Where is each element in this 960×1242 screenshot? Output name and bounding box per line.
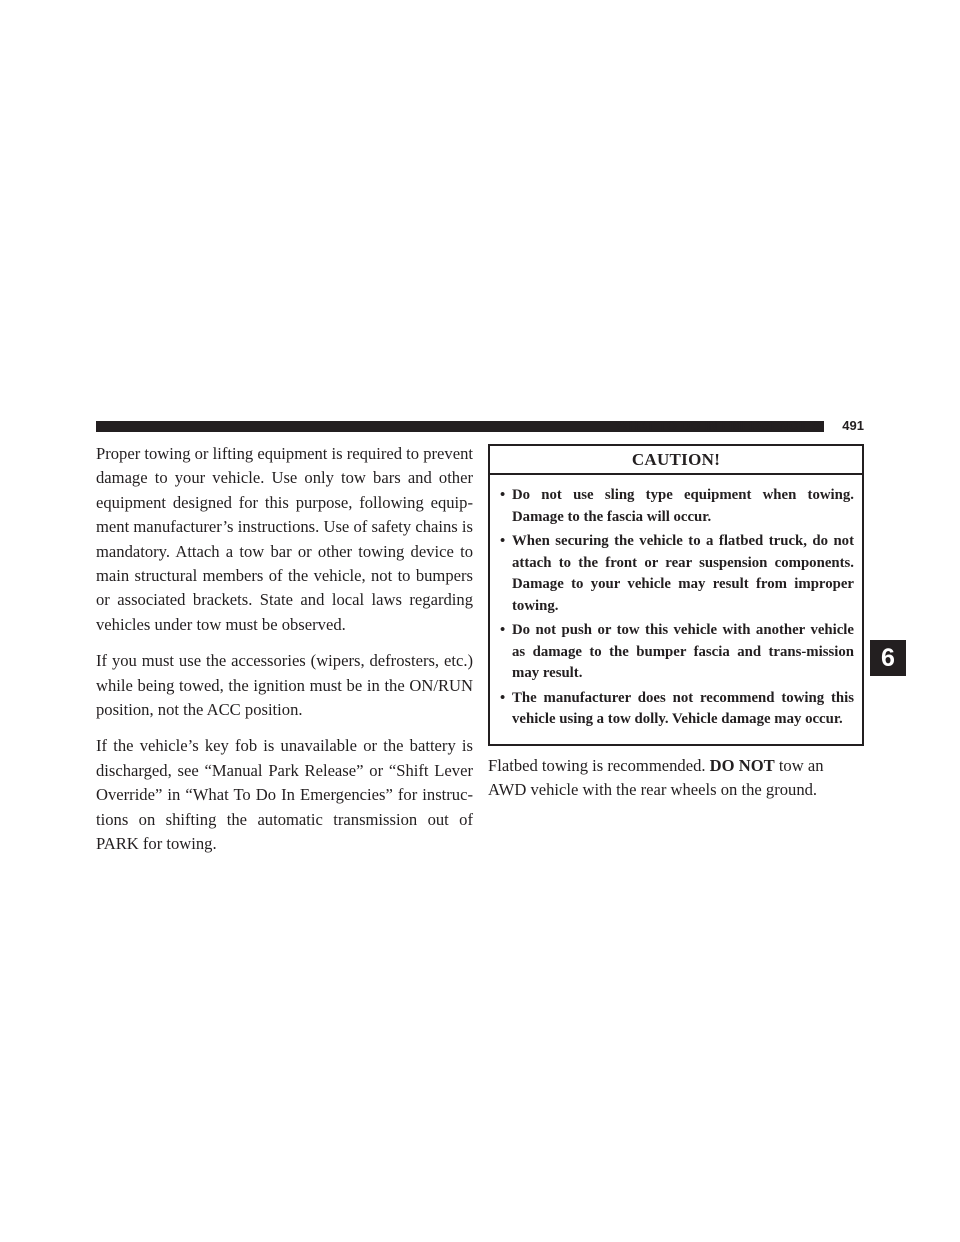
caution-item (500, 485, 854, 528)
right-column (488, 444, 864, 802)
flatbed-emphasis: DO NOT (709, 755, 775, 775)
bullet-icon: • (500, 689, 506, 706)
flatbed-paragraph (488, 754, 864, 802)
bullet-icon: • (500, 533, 506, 549)
caution-item-text: Do not use sling type equipment when towing. Damage to the fascia will occur. (512, 487, 854, 525)
caution-item (500, 531, 854, 617)
bullet-icon: • (500, 622, 506, 638)
flatbed-text-before: Flatbed towing is recommended. (488, 755, 710, 775)
caution-item-text: Do not push or tow this vehicle with another vehicle as damage to the bumper fascia and trans-mission may result. (512, 622, 854, 681)
caution-box (488, 444, 864, 746)
flatbed-text-after: tow an AWD vehicle with the rear wheels on the ground. (488, 755, 824, 799)
paragraph-key-fob: If the vehicle’s key fob is unavailable or the battery is discharged, see “Manual Park Release” or “Shift Lever Override” in “What To Do In Emergencies” for instruc-tions on shifting the automatic transmission out of PARK for towing. (96, 736, 473, 854)
section-title: WHAT TO DO IN EMERGENCIES (616, 418, 820, 433)
chapter-tab: 6 (870, 640, 906, 676)
paragraph-accessories: If you must use the accessories (wipers, defrosters, etc.) while being towed, the ignition must be in the ON/RUN position, not the ACC position. (96, 651, 473, 720)
bullet-icon: • (500, 487, 506, 503)
caution-list (490, 475, 862, 744)
page-number: 491 (842, 418, 864, 433)
caution-item-text: The manufacturer does not recommend towing this vehicle using a tow dolly. Vehicle damage may occur. (512, 689, 854, 727)
caution-item (500, 620, 854, 685)
caution-item (500, 688, 854, 731)
paragraph-towing-equipment: Proper towing or lifting equipment is required to prevent damage to your vehicle. Use only tow bars and other equipment designed for this purpose, following equip-ment manufacturer’s instructions. Use of safety chains is mandatory. Attach a tow bar or other towing device to main structural members of the vehicle, not to bumpers or associated brackets. State and local laws regarding vehicles under tow must be observed. (96, 444, 473, 634)
caution-item-text: When securing the vehicle to a flatbed truck, do not attach to the front or rear suspension components. Damage to your vehicle may result from improper towing. (512, 533, 854, 614)
left-column (96, 442, 473, 869)
caution-title: CAUTION! (490, 446, 862, 475)
